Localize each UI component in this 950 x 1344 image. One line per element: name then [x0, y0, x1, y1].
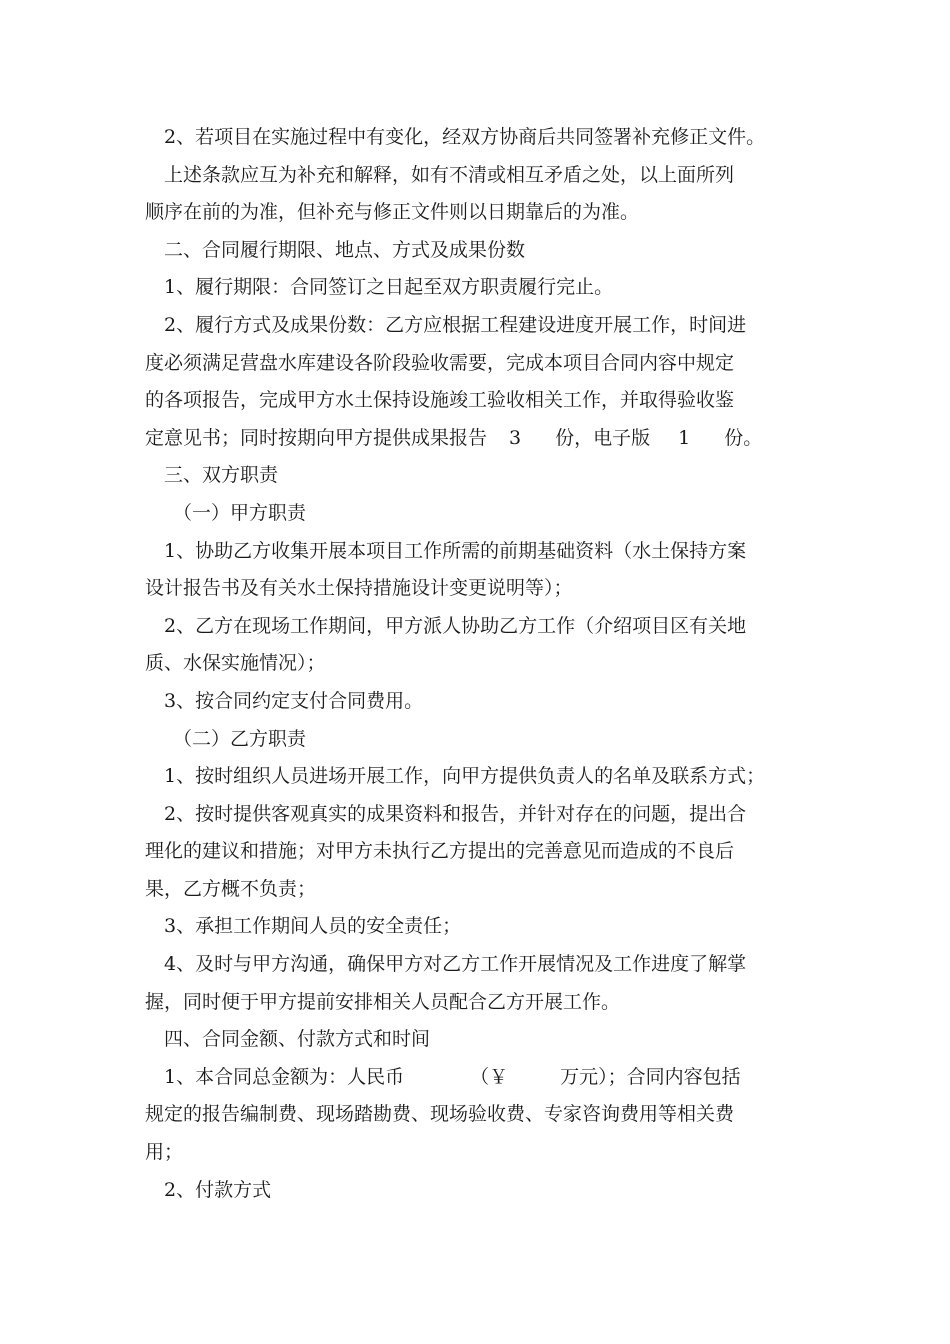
subsection-heading: （二）乙方职责 [173, 727, 307, 750]
results-unit-2: 份。 [724, 426, 763, 449]
results-unit-1: 份，电子版 [555, 426, 651, 449]
paragraph-line: 4、及时与甲方沟通，确保甲方对乙方工作开展情况及工作进度了解掌 [164, 953, 747, 976]
amount-line [145, 1059, 815, 1097]
paragraph-line: 的各项报告，完成甲方水土保持设施竣工验收相关工作，并取得验收鉴 [145, 389, 735, 412]
paragraph-line: 度必须满足营盘水库建设各阶段验收需要，完成本项目合同内容中规定 [145, 351, 735, 374]
paragraph-line: 2、若项目在实施过程中有变化，经双方协商后共同签署补充修正文件。 [164, 126, 766, 148]
amount-prefix: 1、本合同总金额为：人民币 [164, 1065, 405, 1088]
paragraph-line: 3、承担工作期间人员的安全责任； [164, 915, 462, 938]
section-heading: 二、合同履行期限、地点、方式及成果份数 [164, 238, 526, 261]
paragraph-line: 理化的建议和措施；对甲方未执行乙方提出的完善意见而造成的不良后 [145, 840, 735, 863]
paragraph-line: 1、履行期限：合同签订之日起至双方职责履行完止。 [164, 276, 614, 299]
section-heading: 四、合同金额、付款方式和时间 [164, 1028, 431, 1051]
paragraph-line: 1、按时组织人员进场开展工作，向甲方提供负责人的名单及联系方式； [164, 765, 766, 788]
paragraph-line: 上述条款应互为补充和解释，如有不清或相互矛盾之处，以上面所列 [164, 163, 735, 186]
subsection-heading: （一）甲方职责 [173, 501, 307, 524]
electronic-count: 1 [678, 426, 691, 449]
paragraph-line: 2、付款方式 [164, 1178, 272, 1201]
paragraph-line: 果，乙方概不负责； [145, 877, 317, 900]
paragraph-line: 2、履行方式及成果份数：乙方应根据工程建设进度开展工作，时间进 [164, 313, 747, 336]
paragraph-line: 质、水保实施情况）； [145, 652, 326, 675]
results-line [145, 420, 815, 458]
paragraph-line: 规定的报告编制费、现场踏勘费、现场验收费、专家咨询费用等相关费 [145, 1103, 735, 1126]
amount-paren-open: （￥ [470, 1065, 509, 1088]
report-count: 3 [509, 426, 522, 449]
paragraph-line: 2、按时提供客观真实的成果资料和报告，并针对存在的问题，提出合 [164, 802, 747, 825]
section-heading: 三、双方职责 [164, 464, 279, 487]
paragraph-line: 握，同时便于甲方提前安排相关人员配合乙方开展工作。 [145, 990, 621, 1013]
paragraph-line: 用； [145, 1141, 184, 1164]
paragraph-line: 1、协助乙方收集开展本项目工作所需的前期基础资料（水土保持方案 [164, 539, 747, 562]
paragraph-line: 2、乙方在现场工作期间，甲方派人协助乙方工作（介绍项目区有关地 [164, 614, 747, 637]
results-prefix: 定意见书；同时按期向甲方提供成果报告 [145, 426, 488, 449]
paragraph-line: 3、按合同约定支付合同费用。 [164, 689, 424, 712]
amount-suffix: 万元）；合同内容包括 [560, 1065, 741, 1088]
paragraph-line: 设计报告书及有关水土保持措施设计变更说明等）； [145, 577, 573, 600]
document-body [145, 119, 815, 1209]
paragraph-line: 顺序在前的为准，但补充与修正文件则以日期靠后的为准。 [145, 201, 640, 224]
